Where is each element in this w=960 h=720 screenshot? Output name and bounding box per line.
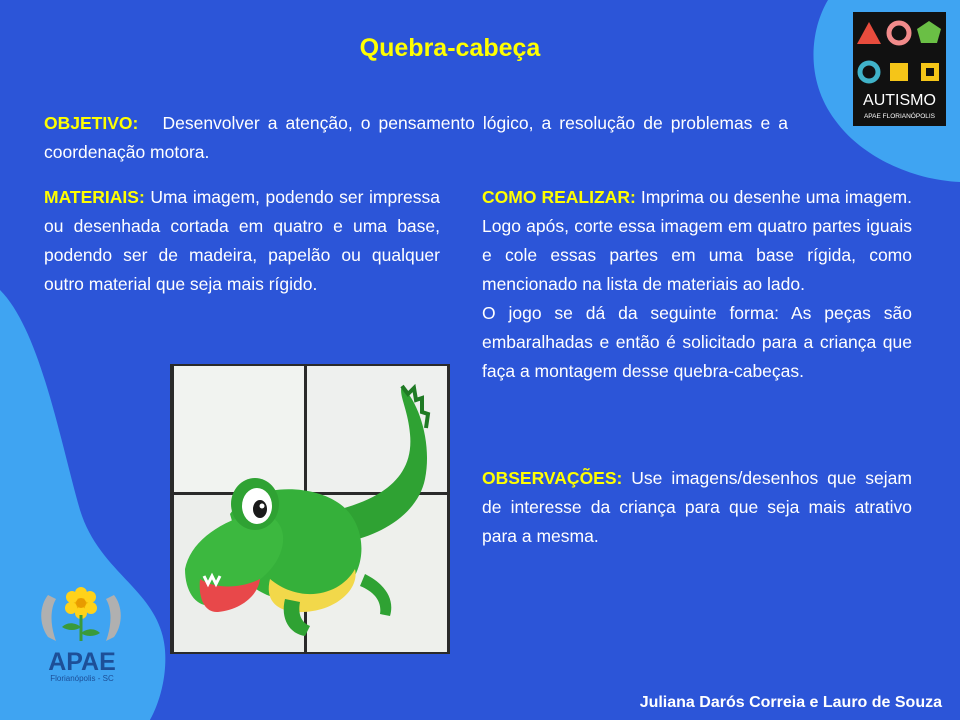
slide-title: Quebra-cabeça [359,34,541,62]
autismo-logo [853,12,946,126]
como-realizar-section [482,183,912,386]
apae-logo [26,575,138,685]
observacoes-text: Use imagens/desenhos que sejam de interesse da criança para que seja mais atrativo para a mesma. [482,468,912,546]
footer-authors: Juliana Darós Correia e Lauro de Souza [639,694,942,711]
materiais-label: MATERIAIS: [44,187,145,207]
observacoes-label: OBSERVAÇÕES: [482,468,623,488]
autismo-word: AUTISMO [863,92,936,109]
right-hand-icon [106,595,121,641]
flower-icon [62,587,100,641]
como-realizar-text: Imprima ou desenhe uma imagem. Logo após, corte essa imagem em quatro partes iguais e cole essas partes em uma base rígida, como mencionado na lista de materiais ao lado. [482,187,912,294]
square-shape-icon [890,63,908,81]
observacoes-section [482,464,912,551]
apae-subtitle: Florianópolis - SC [50,674,114,683]
apae-word: APAE [48,648,116,676]
autismo-subtitle: APAE FLORIANÓPOLIS [863,113,936,120]
left-hand-icon [41,595,56,641]
materiais-text: Uma imagem, podendo ser impressa ou desenhada cortada em quatro e uma base, podendo ser de madeira, papelão ou qualquer outro material que seja mais rígido. [44,187,440,294]
como-realizar-label: COMO REALIZAR: [482,187,636,207]
materiais-section [44,183,440,299]
objetivo-section [44,109,788,167]
como-realizar-text-2: O jogo se dá da seguinte forma: As peças são embaralhadas e então é solicitado para a criança que faça a montagem desse quebra-cabeças. [482,303,912,381]
crocodile-puzzle-photo [170,364,450,654]
objetivo-label: OBJETIVO: [44,113,139,133]
objetivo-text: Desenvolver a atenção, o pensamento lógico, a resolução de problemas e a coordenação motora. [44,113,788,162]
